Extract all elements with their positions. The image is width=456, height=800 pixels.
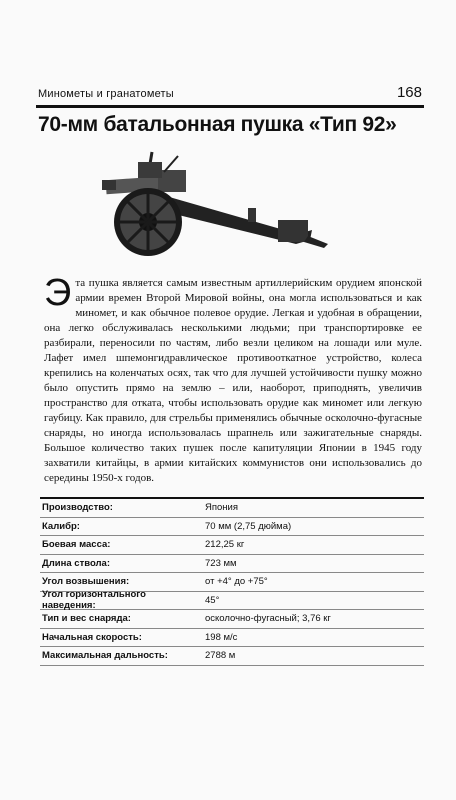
spec-label: Начальная скорость:	[42, 631, 142, 643]
article-text: та пушка является самым известным артиллерийским орудием японской армии времен Второй Мировой войны, она могла использоваться и как миномет, и как обычное полевое орудие. Легкая и удобная в обращении, она легко обслуживалась несколькими людьми; при транспортировке ее разбирали, переносили по частям, либо везли целиком на лошади или муле. Лафет имел шпемонгидравлическое противооткатное устройство, колеса крепились на коленчатых осях, так что для лучшей устойчивости пушку можно было опустить прямо на землю – или, наоборот, приподнять, увеличив пространство для отката, чтобы использовать орудие как миномет или легкую гаубицу. Как правило, для стрельбы применялись обычные осколочно-фугасные снаряды, но иногда использовалась шрапнель или зажигательные снаряды. Большое количество таких пушек после капитуляции Японии в 1945 году захватили китайцы, в армии китайских коммунистов они использовались до середины 1950-х годов.	[44, 277, 422, 484]
page-header	[36, 84, 424, 108]
spec-label: Тип и вес снаряда:	[42, 613, 131, 625]
spec-value: от +4° до +75°	[205, 576, 268, 588]
page-number: 168	[396, 84, 422, 101]
spec-row	[40, 610, 424, 629]
spec-row	[40, 555, 424, 574]
spec-row	[40, 589, 424, 612]
spec-row	[40, 499, 424, 518]
spec-label: Длина ствола:	[42, 557, 111, 569]
spec-row	[40, 518, 424, 537]
spec-value: 70 мм (2,75 дюйма)	[205, 520, 292, 532]
spec-value: 45°	[205, 594, 220, 606]
spec-value: 2788 м	[205, 650, 236, 662]
gun-illustration	[98, 148, 332, 264]
spec-row	[40, 629, 424, 648]
spec-value: осколочно-фугасный; 3,76 кг	[205, 613, 331, 625]
spec-label: Производство:	[42, 502, 113, 514]
spec-label: Угол горизонтального наведения:	[42, 589, 146, 612]
section-title: Минометы и гранатометы	[38, 88, 174, 100]
spec-row	[40, 647, 424, 666]
spec-label: Угол возвышения:	[42, 576, 130, 588]
spec-value: 198 м/с	[205, 631, 238, 643]
spec-value: 212,25 кг	[205, 539, 245, 551]
spec-value: 723 мм	[205, 557, 237, 569]
drop-cap: Э	[44, 272, 72, 314]
spec-row	[40, 536, 424, 555]
spec-label: Калибр:	[42, 520, 80, 532]
spec-label: Максимальная дальность:	[42, 650, 168, 662]
article-body	[44, 272, 422, 486]
spec-value: Япония	[205, 502, 238, 514]
article-title: 70-мм батальонная пушка «Тип 92»	[38, 113, 397, 136]
spec-label: Боевая масса:	[42, 539, 111, 551]
specs-table	[40, 497, 424, 666]
